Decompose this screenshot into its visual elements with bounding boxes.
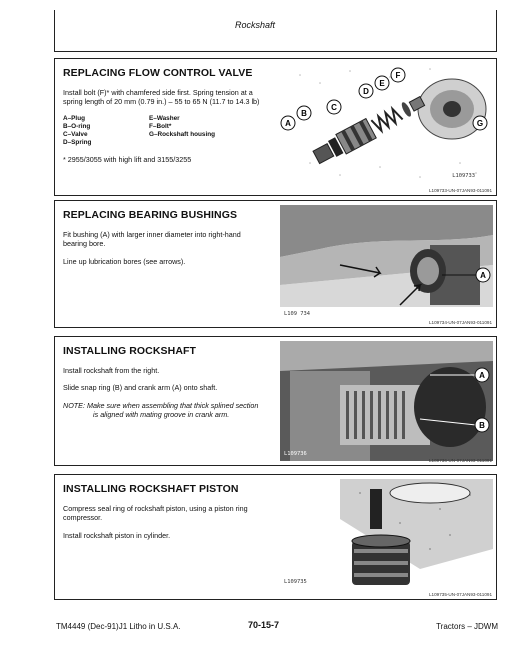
section-text (55, 475, 273, 599)
legend-item (149, 139, 265, 147)
legend-item: A–Plug (63, 114, 86, 122)
figure-bearing-bushings (280, 205, 493, 321)
section-installing-rockshaft (54, 336, 497, 466)
legend-item: E–Washer (149, 114, 180, 122)
callout-label: A (480, 271, 486, 280)
section-paragraph: Line up lubrication bores (see arrows). (63, 256, 186, 266)
section-bearing-bushings (54, 200, 497, 328)
figure-id: L109736 (284, 451, 307, 457)
note: NOTE: Make sure when assembling that thick splined section is aligned with mating groove in crank arm. (63, 400, 259, 419)
footer-manual-id: TM4449 (Dec-91)J1 Litho in U.S.A. (56, 622, 181, 631)
section-paragraph: Compress seal ring of rockshaft piston, using a piston ring compressor. (63, 504, 248, 523)
footer-page-number: 70-15-7 (248, 620, 280, 630)
section-text (55, 201, 273, 327)
figure-flow-control-valve (280, 63, 493, 191)
section-paragraph: Slide snap ring (B) and crank arm (A) onto shaft. (63, 383, 218, 393)
section-title: INSTALLING ROCKSHAFT (63, 345, 197, 357)
figure-rockshaft-piston (280, 479, 493, 593)
callout-label: C (331, 103, 337, 112)
callout-label: A (285, 119, 291, 128)
rockshaft-photo (280, 341, 493, 461)
section-paragraph: Fit bushing (A) with larger inner diameter into right-hand bearing bore. (63, 230, 241, 249)
legend-item: D–Spring (63, 138, 92, 146)
callout-label: F (395, 71, 401, 80)
callout-label: B (479, 421, 485, 430)
footer-product: Tractors – JDWM (436, 622, 498, 631)
section-text (55, 337, 273, 465)
figure-id: L109 734 (284, 311, 310, 317)
piston-compressor-photo (280, 479, 493, 593)
figure-code: L109736-UN-07JAN93-011091 (429, 458, 492, 463)
page-header-title: Rockshaft (234, 20, 276, 30)
figure-code: L109734-UN-07JAN93-011091 (429, 320, 492, 325)
callout-label: B (301, 109, 307, 118)
footnote: * 2955/3055 with high lift and 3155/3255 (63, 154, 192, 164)
section-paragraph: Install rockshaft piston in cylinder. (63, 530, 171, 540)
figure-code: L109733-UN-07JAN93-011091 (429, 188, 492, 193)
section-flow-control-valve (54, 58, 497, 196)
figure-code: L109735-UN-07JAN93-011091 (429, 592, 492, 597)
section-title: INSTALLING ROCKSHAFT PISTON (63, 483, 239, 495)
legend-item: B–O-ring (63, 122, 91, 130)
section-rockshaft-piston (54, 474, 497, 600)
legend-item: F–Bolt* (149, 122, 172, 130)
legend-item: G–Rockshaft housing (149, 130, 216, 138)
page-footer (56, 620, 498, 634)
section-paragraph: Install rockshaft from the right. (63, 366, 160, 375)
section-title: REPLACING FLOW CONTROL VALVE (63, 67, 253, 79)
callout-label: G (476, 119, 484, 128)
figure-id: L109733 (452, 173, 475, 179)
exploded-valve-illustration (280, 63, 493, 191)
parts-legend (63, 115, 265, 147)
legend-item: C–Valve (63, 130, 88, 138)
callout-label: D (363, 87, 369, 96)
section-title: REPLACING BEARING BUSHINGS (63, 209, 238, 221)
figure-id: L109735 (284, 579, 307, 585)
section-paragraph: Install bolt (F)* with chamfered side first. Spring tension at a spring length of 20 mm (0.79 in.) – 55 to 65 N (11.7 to 14.3 lb) (63, 88, 260, 107)
section-text (55, 59, 273, 195)
header-frame (54, 10, 497, 52)
figure-installing-rockshaft (280, 341, 493, 461)
callout-label: E (379, 79, 385, 88)
bearing-bore-photo (280, 205, 493, 321)
callout-label: A (479, 371, 485, 380)
